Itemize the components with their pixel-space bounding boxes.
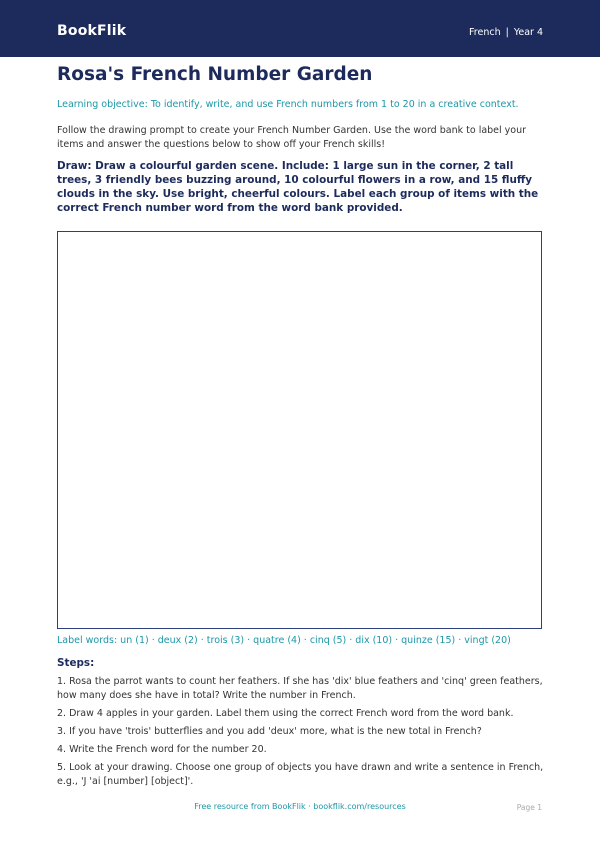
header-bar bbox=[0, 0, 600, 57]
step-item: 3. If you have 'trois' butterflies and you add 'deux' more, what is the new total in French? bbox=[57, 726, 482, 737]
page-number: Page 1 bbox=[516, 803, 542, 812]
page-title: Rosa's French Number Garden bbox=[57, 64, 373, 85]
step-item: 4. Write the French word for the number 20. bbox=[57, 744, 267, 755]
step-item: 1. Rosa the parrot wants to count her feathers. If she has 'dix' blue feathers and 'cinq' green feathers, how many does she have in total? Write the number in French. bbox=[57, 676, 543, 701]
steps-heading: Steps: bbox=[57, 657, 95, 669]
drawing-area[interactable] bbox=[57, 231, 542, 629]
steps-list bbox=[57, 675, 547, 793]
subject-breadcrumb bbox=[469, 27, 543, 38]
step-item: 2. Draw 4 apples in your garden. Label them using the correct French word from the word bank. bbox=[57, 708, 514, 719]
step-item: 5. Look at your drawing. Choose one group of objects you have drawn and write a sentence in French, e.g., 'J 'ai [number] [object]'. bbox=[57, 762, 544, 787]
level-label: Year 4 bbox=[513, 27, 543, 38]
drawing-prompt: Draw: Draw a colourful garden scene. Include: 1 large sun in the corner, 2 tall trees, 3 friendly bees buzzing around, 10 colourful flowers in a row, and 15 fluffy clouds in the sky. Use bright, cheerful colours. Label each group of items with the correct French number word from the word bank provided. bbox=[57, 160, 539, 214]
intro-text: Follow the drawing prompt to create your French Number Garden. Use the word bank to label your items and answer the questions below to show off your French skills! bbox=[57, 125, 527, 150]
brand-logo[interactable]: BookFlik bbox=[57, 23, 127, 39]
breadcrumb-separator: | bbox=[505, 27, 509, 38]
word-bank: Label words: un (1) · deux (2) · trois (3) · quatre (4) · cinq (5) · dix (10) · quinze (15) · vingt (20) bbox=[57, 635, 511, 646]
learning-objective: Learning objective: To identify, write, and use French numbers from 1 to 20 in a creative context. bbox=[57, 99, 519, 110]
footer-resource-link[interactable]: Free resource from BookFlik · bookflik.com/resources bbox=[194, 802, 406, 811]
subject-label: French bbox=[469, 27, 501, 38]
